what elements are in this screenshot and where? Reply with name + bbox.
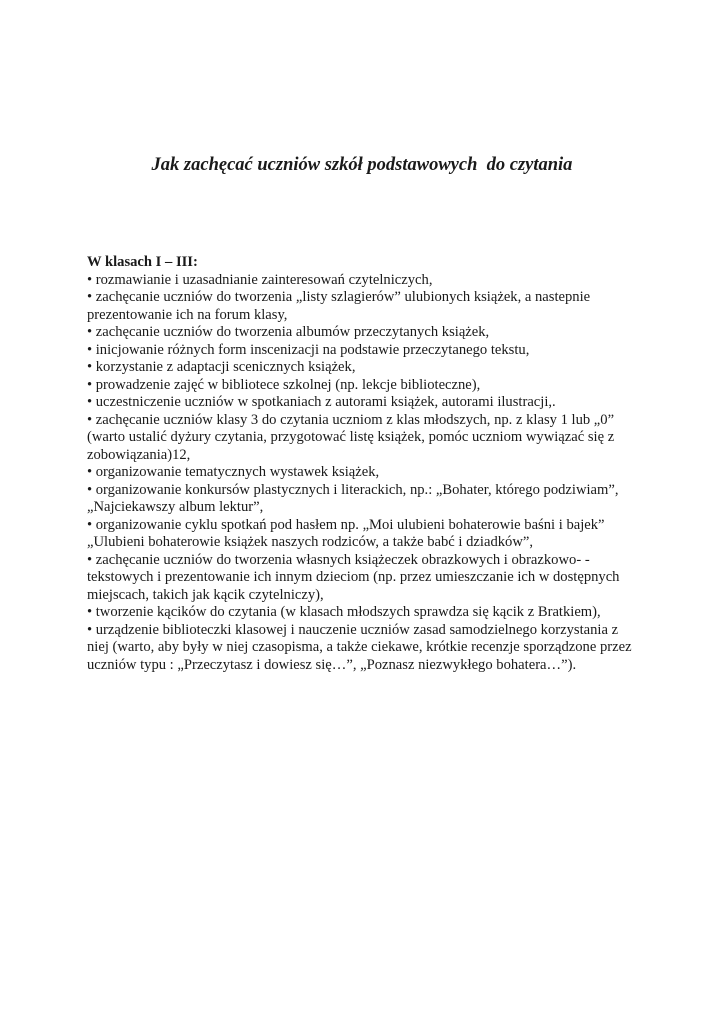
text-line: (warto ustalić dyżury czytania, przygotować listę książek, pomóc uczniom wywiązać się z [87,429,615,445]
document-title: Jak zachęcać uczniów szkół podstawowych do czytania [151,155,573,175]
text-line: miejscach, takich jak kącik czytelniczy), [87,586,324,603]
text-line: • urządzenie biblioteczki klasowej i nauczenie uczniów zasad samodzielnego korzystania z [87,621,619,638]
text-line: niej (warto, aby były w niej czasopisma, a także ciekawe, krótkie recenzje sporządzone przez [87,639,632,655]
text-line: uczniów typu : „Przeczytasz i dowiesz się…”, „Poznasz niezwykłego bohatera…”). [87,656,577,673]
text-line: zobowiązania)12, [87,446,191,463]
text-line: • zachęcanie uczniów do tworzenia albumów przeczytanych książek, [87,324,490,340]
text-line: • organizowanie tematycznych wystawek książek, [87,464,380,480]
text-line: • organizowanie cyklu spotkań pod hasłem np. „Moi ulubieni bohaterowie baśni i bajek” [87,516,605,533]
text-line: • zachęcanie uczniów klasy 3 do czytania uczniom z klas młodszych, np. z klasy 1 lub „0” [87,411,615,428]
text-line: tekstowych i prezentowanie ich innym dzieciom (np. przez umieszczanie ich w dostępnych [87,569,620,585]
text-line: • inicjowanie różnych form inscenizacji na podstawie przeczytanego tekstu, [87,341,530,358]
text-line: • zachęcanie uczniów do tworzenia „listy szlagierów” ulubionych książek, a nastepnie [87,289,591,305]
text-line: „Ulubieni bohaterowie książek naszych rodziców, a także babć i dziadków”, [87,534,533,550]
text-line: • organizowanie konkursów plastycznych i literackich, np.: „Bohater, którego podziwiam”, [87,481,619,498]
text-line: „Najciekawszy album lektur”, [87,499,264,515]
text-line: • rozmawianie i uzasadnianie zainteresowań czytelniczych, [87,271,433,288]
text-line: prezentowanie ich na forum klasy, [87,306,288,323]
text-line: • korzystanie z adaptacji scenicznych książek, [87,359,356,375]
text-line: • zachęcanie uczniów do tworzenia własnych książeczek obrazkowych i obrazkowo- - [87,551,590,568]
text-line: • prowadzenie zajęć w bibliotece szkolnej (np. lekcje biblioteczne), [87,376,481,393]
text-line: • tworzenie kącików do czytania (w klasach młodszych sprawdza się kącik z Bratkiem), [87,604,601,620]
section-heading: W klasach I – III: [87,254,198,270]
document-body [87,254,647,674]
text-line: • uczestniczenie uczniów w spotkaniach z autorami książek, autorami ilustracji,. [87,394,556,410]
